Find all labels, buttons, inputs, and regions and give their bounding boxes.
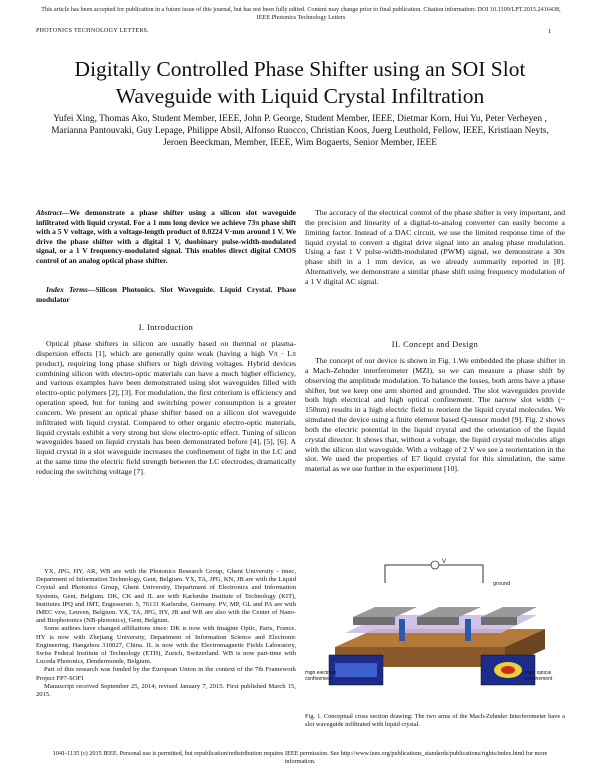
voltage-source-icon: [431, 561, 439, 569]
abstract-label: Abstract: [36, 208, 62, 217]
author-list: Yufei Xing, Thomas Ako, Student Member, IEEE, John P. George, Student Member, IEEE, Dietmar Korn, Hui Yu, Peter Verheyen , Marianna Pantouvaki, Guy Lepage, Philippe Absil, Alfonso Ruocco, Christian Koos, Juerg Leuthold, Fellow, IEEE, Kristiaan Neyts, Jeroen Beeckman, Member, IEEE, Wim Bogaerts, Senior Member, IEEE: [51, 114, 549, 148]
footnote-affiliations: YX, JPG, HY, AR, WB are with the Photonics Research Group, Ghent University - imec, Department of Information Technology, Gent, Belgium. YX, TA, JPG, KN, JB are with the Liquid Crystal and Photonics Group, Ghent University, Department of Electronics and Information Systems, Gent, Belgium. DK, CK and JL are with Karlsruhe Institute of Technology (KIT), Institutes IPQ and IMT, Engesserstr. 5, 76131 Karlsruhe, Germany. PV, MP, GL and PA are with IMEC vzw, Leuven, Belgium. YX, TA, JPG, HY, JB and WB are also with the Center of Nano- and Biophotonics (NB-photonics), Gent, Belgium.: [36, 568, 296, 625]
electrode-center-front: [417, 617, 459, 625]
page-number: 1: [548, 28, 552, 35]
intro-paragraph: Optical phase shifters in silicon are usually based on thermal or plasma-dispersion effects [1], which are generally quite weak (having a high Vπ · Lπ product), requiring long phase shifters or high driving voltages. Hybrid devices combining silicon with electro-optic materials can have a much higher efficiency, and various examples have been demonstrated using slot waveguides filled with electro-optic polymers [2], [3]. For modulation, the first criterium is efficiency and operation speed, but for tuning and switching power consumption is a greater concern. We present an optical phase shifter based on a silicon slot waveguide infiltrated with liquid crystal. Compared to other organic electro-optic materials, liquid crystals exhibit a very strong but slow electro-optic effect. Tuning of silicon waveguides based on liquid crystals has been demonstrated before [4], [5], [6]. A liquid crystal in a slot waveguide increases the confinement of light in the LC and at the same time the electric field strength between the LC electrodes, dramatically reducing the switching voltage [7].: [36, 339, 296, 476]
slot-waveguide-right: [465, 619, 471, 641]
section-heading-concept: II. Concept and Design: [391, 340, 479, 349]
footnotes: [36, 568, 296, 699]
right-intro-body: [305, 208, 565, 287]
high-optical-label: High optical confinement: [525, 671, 553, 682]
concept-paragraph: The concept of our device is shown in Fig. 1.We embedded the phase shifter in a Mach-Zehnder interferometer (MZI), so we can measure a phase shift by observing the amplitude modulation. To balance the losses, both arms have a phase shifter, but we keep one arm shorted and grounded. The slot waveguides provide both high electrical and high optical confinement. The narrow slot width (~ 150nm) results in a high electric field to reorient the liquid crystal molecules. We simulated the device using a finite element based Q-tensor model [9]. Fig. 2 shows both the electric potential in the liquid crystal and the orientation of the liquid crystal director. It shows that, without a voltage, the liquid crystal molecules align with the silicon slot waveguide. With a voltage of 2 V we see a reorientation in the slot. We used the properties of E7 liquid crystal for this simulation, the same material as we use further in the experiment [10].: [305, 356, 565, 474]
figure-1-drawing: [305, 555, 565, 703]
concept-body: [305, 356, 565, 474]
abstract: [36, 208, 296, 266]
paper-title: Digitally Controlled Phase Shifter using an SOI Slot Waveguide with Liquid Crystal Infiltration: [74, 57, 526, 108]
intro-body: [36, 339, 296, 477]
abstract-text: —We demonstrate a phase shifter using a silicon slot waveguide infiltrated with liquid crystal. For a 1 mm long device we achieve 73π phase shift with a 5 V voltage, with a voltage-length product of 0.0224 V·mm around 1 V. We drive the phase shifter with a digital 1 V, duobinary pulse-width-modulated signal, or a 1 V frequency-modulated signal. This enables direct digital CMOS control of an analog optical phase shifter.: [36, 208, 296, 265]
high-electrical-label: High electrical confinement: [305, 671, 337, 682]
index-terms: [36, 285, 296, 304]
right-intro-paragraph: The accuracy of the electrical control of the phase shifter is very important, and the precision and linearity of a digital-to-analog converter can easily become a limiting factor. Instead of a DAC circuit, we use the limited response time of the liquid crystal to convert a digital drive signal into an analog phase modulation. Using a fast 1 V pulse-width-modulated (PWM) signal, we demonstrate a 30π phase shift in a 1 mm device, as we already summarily reported in [8]. Alternatively, we demonstrate a similar phase shift using frequency modulation of a 1 V digital AC signal.: [305, 208, 565, 286]
voltage-label: V: [442, 559, 447, 565]
index-terms-label: Index Terms: [46, 285, 88, 294]
footnote-manuscript: Manuscript received September 25, 2014; revised January 7, 2015. First published March 15, 2015.: [36, 682, 296, 699]
optical-mode-core: [501, 666, 515, 674]
electrode-right-front: [481, 617, 517, 625]
index-terms-text: —Silicon Photonics. Slot Waveguide. Liquid Crystal. Phase modulator: [36, 285, 297, 304]
publication-notice: This article has been accepted for publication in a future issue of this journal, but has not been fully edited. Content may change prior to final publication. Citation information: DOI 10.1109/LPT.2015.2416438, IEEE Photonics Technology Letters: [41, 6, 561, 22]
copyright-notice: 1041-1135 (c) 2015 IEEE. Personal use is permitted, but republication/redistribution requires IEEE permission. See http://www.ieee.org/publications_standards/publications/rights/index.html for more information.: [52, 750, 548, 765]
footnote-changed: Some authors have changed affiliations since: DK is now with Imagine Optic, Paris, France. HY is now with Zhejiang University, Department of Information Science and Electronic Engineering, Hangzhou 310027, China. JL is now with the Electromagnetic Fields Laboratory, Swiss Federal Institute of Technology (ETH), Zurich, Switzerland. WB is now part-time with Luceda Photonics, Dendermonde, Belgium.: [36, 625, 296, 666]
running-head: PHOTONICS TECHNOLOGY LETTERS.: [36, 28, 150, 34]
electrode-left-front: [353, 617, 395, 625]
slot-waveguide-left: [399, 619, 405, 641]
footnote-funding: Part of this research was funded by the European Union in the context of the 7th Framework Project FP7-SOFI: [36, 666, 296, 682]
ground-label: ground: [493, 581, 511, 587]
figure-1-caption: Fig. 1. Conceptual cross section drawing: The two arms of the Mach-Zehnder Interferometer have a slot waveguide infiltrated with liquid crystal.: [305, 713, 565, 728]
section-heading-intro: I. Introduction: [138, 323, 194, 332]
